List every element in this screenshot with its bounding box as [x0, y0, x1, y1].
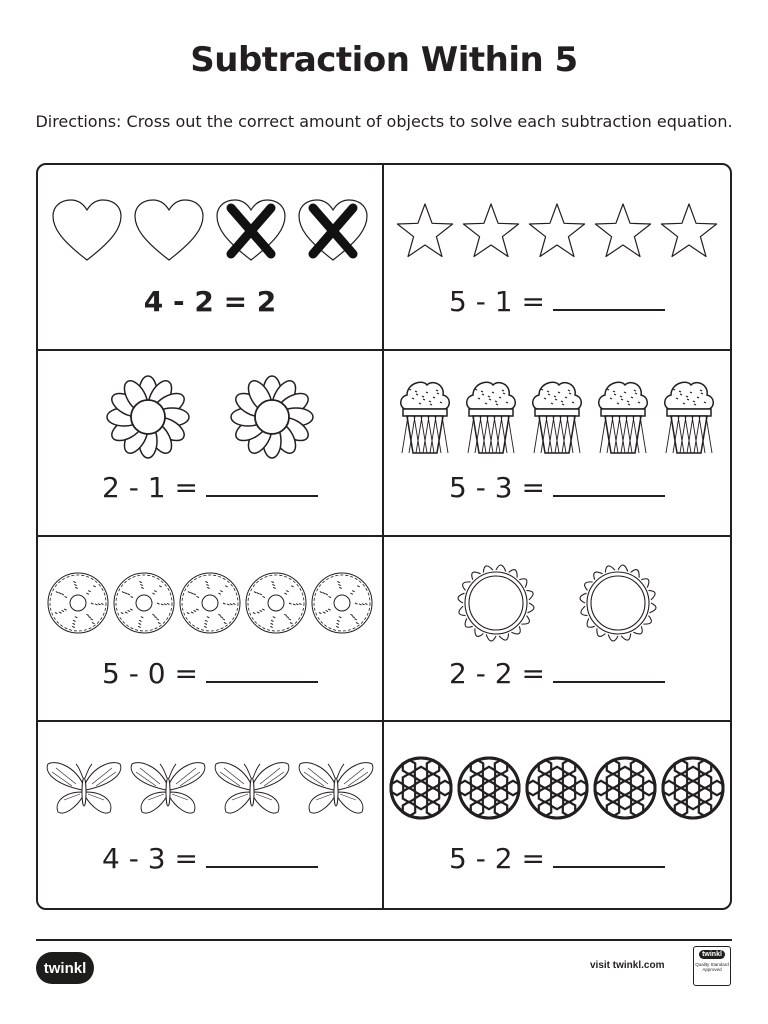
butterfly-icon[interactable] — [128, 758, 208, 818]
donut-icon[interactable] — [179, 570, 241, 636]
answer-blank[interactable] — [553, 289, 665, 311]
soccer-ball-icon[interactable] — [457, 756, 521, 820]
answer-blank[interactable] — [206, 475, 318, 497]
problem-cell — [384, 351, 730, 537]
equation: 2 - 1 = — [38, 471, 382, 504]
flower-icon[interactable] — [228, 373, 316, 461]
ice-cream-icon[interactable] — [397, 377, 453, 457]
soccer-ball-icon[interactable] — [593, 756, 657, 820]
heart-icon[interactable] — [51, 198, 123, 264]
ice-cream-icon[interactable] — [661, 377, 717, 457]
badge-text: Quality Standard Approved — [695, 962, 729, 972]
problem-cell — [384, 165, 730, 351]
star-icon[interactable] — [526, 200, 588, 262]
answer-blank[interactable] — [553, 661, 665, 683]
equation: 4 - 2 = 2 — [143, 285, 277, 318]
heart-icon[interactable] — [215, 198, 287, 264]
sun-icon[interactable] — [451, 558, 541, 648]
equation: 5 - 2 = — [384, 842, 730, 875]
equation: 2 - 2 = — [384, 657, 730, 690]
butterfly-icon[interactable] — [212, 758, 292, 818]
soccer-ball-icon[interactable] — [661, 756, 725, 820]
equation: 5 - 3 = — [384, 471, 730, 504]
heart-icon[interactable] — [297, 198, 369, 264]
problem-cell — [384, 537, 730, 723]
cross-out-mark — [215, 198, 287, 264]
donut-icon[interactable] — [47, 570, 109, 636]
object-row — [384, 752, 730, 824]
butterfly-icon[interactable] — [44, 758, 124, 818]
equation: 5 - 0 = — [38, 657, 382, 690]
star-icon[interactable] — [394, 200, 456, 262]
problem-cell — [38, 537, 384, 723]
soccer-ball-icon[interactable] — [389, 756, 453, 820]
donut-icon[interactable] — [245, 570, 307, 636]
problem-grid — [36, 163, 732, 910]
ice-cream-icon[interactable] — [529, 377, 585, 457]
heart-icon[interactable] — [133, 198, 205, 264]
donut-icon[interactable] — [311, 570, 373, 636]
object-row — [38, 567, 382, 639]
object-row — [384, 195, 730, 267]
problem-cell — [384, 722, 730, 908]
directions-text: Directions: Cross out the correct amount of objects to solve each subtraction equation. — [35, 112, 733, 131]
visit-link[interactable]: visit twinkl.com — [590, 960, 665, 971]
ice-cream-icon[interactable] — [595, 377, 651, 457]
footer-divider — [36, 939, 732, 941]
butterfly-icon[interactable] — [296, 758, 376, 818]
quality-badge — [693, 946, 731, 986]
object-row — [38, 752, 382, 824]
twinkl-logo[interactable]: twinkl — [36, 952, 94, 984]
problem-cell — [38, 351, 384, 537]
soccer-ball-icon[interactable] — [525, 756, 589, 820]
problem-cell — [38, 165, 384, 351]
cross-out-mark — [297, 198, 369, 264]
object-row — [38, 195, 382, 267]
object-row — [38, 381, 382, 453]
flower-icon[interactable] — [104, 373, 192, 461]
star-icon[interactable] — [460, 200, 522, 262]
badge-logo: twinkl — [699, 950, 725, 959]
object-row — [384, 567, 730, 639]
equation: 5 - 1 = — [384, 285, 730, 318]
answer-blank[interactable] — [206, 661, 318, 683]
star-icon[interactable] — [592, 200, 654, 262]
donut-icon[interactable] — [113, 570, 175, 636]
equation: 4 - 3 = — [38, 842, 382, 875]
answer-blank[interactable] — [553, 475, 665, 497]
ice-cream-icon[interactable] — [463, 377, 519, 457]
star-icon[interactable] — [658, 200, 720, 262]
page-title: Subtraction Within 5 — [190, 40, 578, 80]
sun-icon[interactable] — [573, 558, 663, 648]
problem-cell — [38, 722, 384, 908]
answer-blank[interactable] — [206, 846, 318, 868]
answer-blank[interactable] — [553, 846, 665, 868]
object-row — [384, 381, 730, 453]
